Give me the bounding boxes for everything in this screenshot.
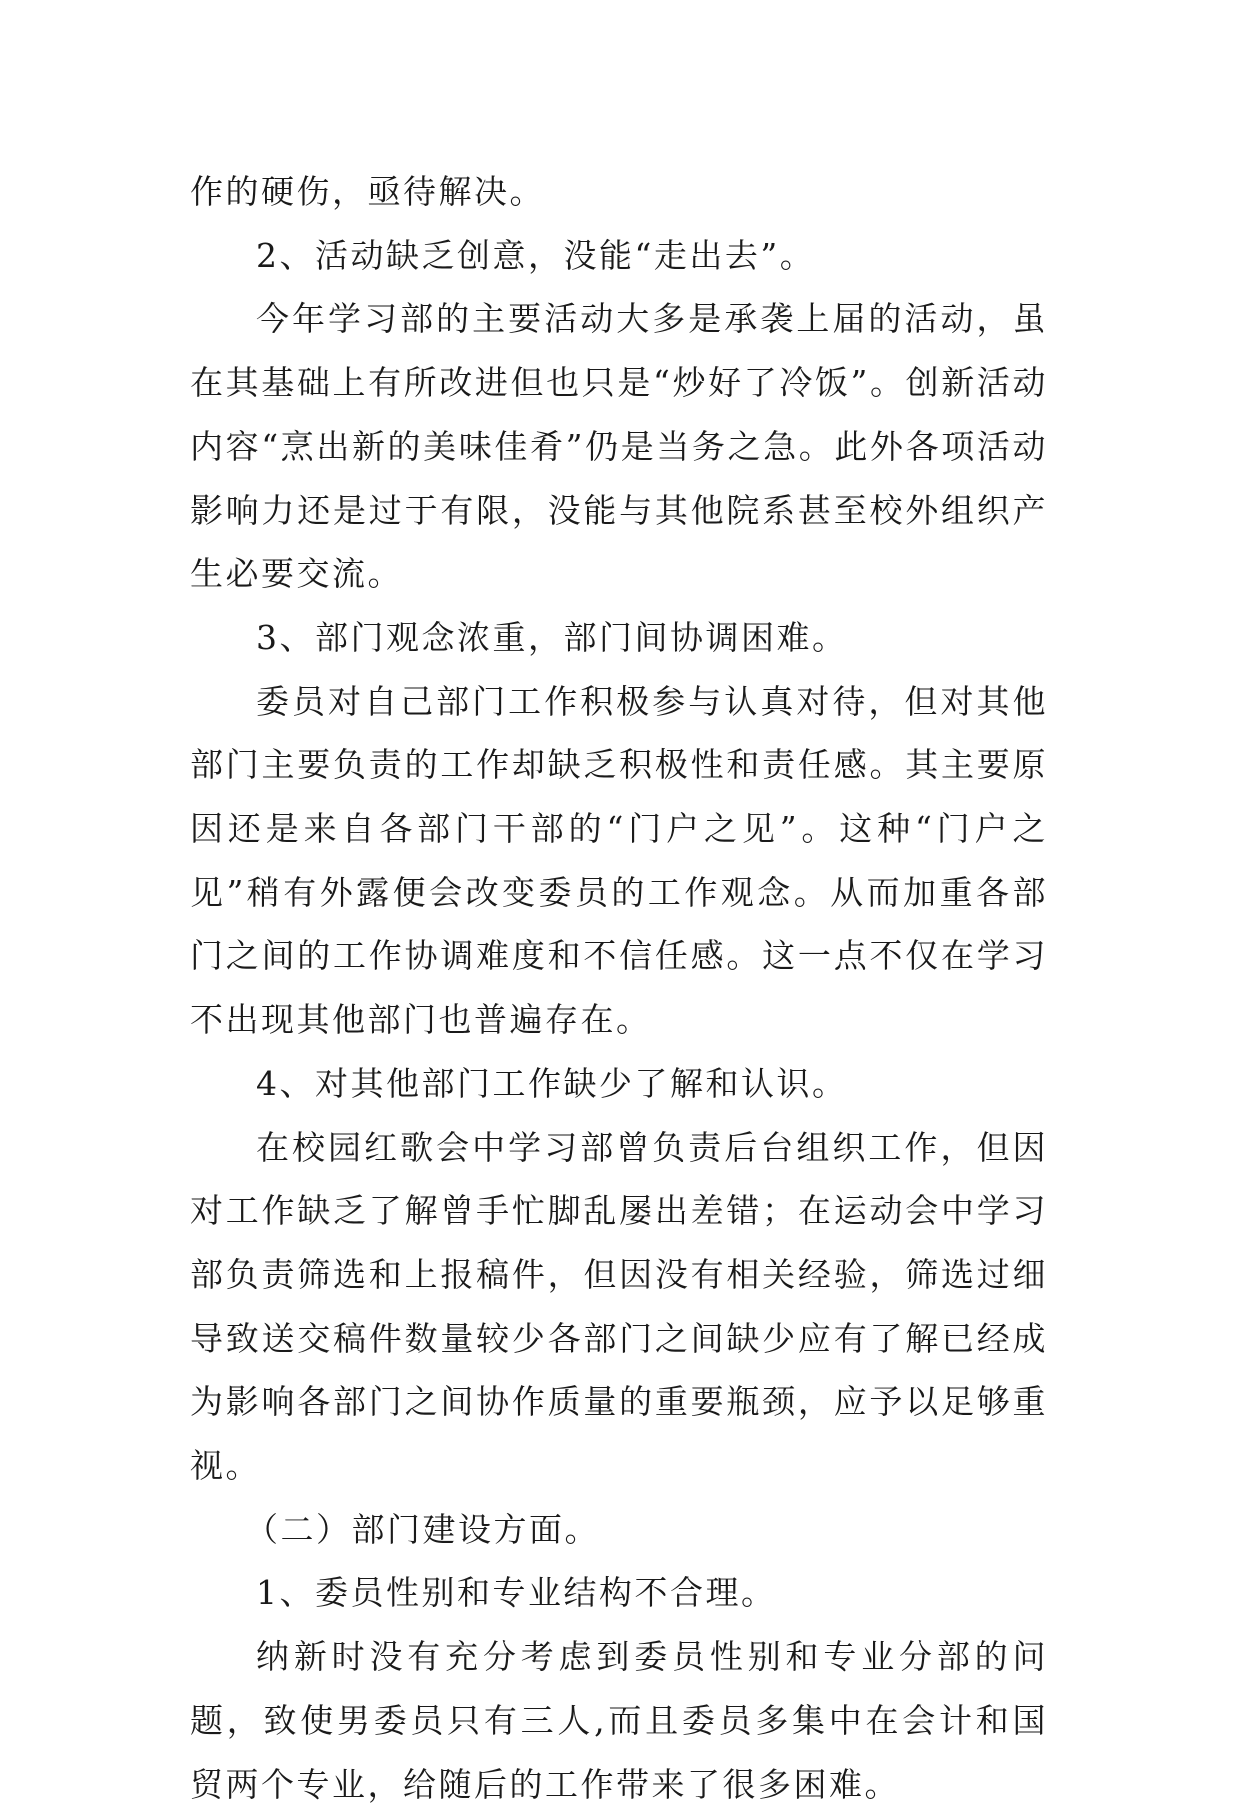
heading-item-4: 4、对其他部门工作缺少了解和认识。 (256, 1063, 848, 1103)
paragraph-activities: 今年学习部的主要活动大多是承袭上届的活动，虽在其基础上有所改进但也只是“炒好了冷饭”。创新活动内容“烹出新的美味佳肴”仍是当务之急。此外各项活动影响力还是过于有限，没能与其他院系甚至校外组织产生必要交流。 (190, 299, 1048, 594)
document-body (190, 160, 1048, 1816)
heading-item-2: 2、活动缺乏创意，没能“走出去”。 (256, 235, 816, 275)
paragraph-department-concept: 委员对自己部门工作积极参与认真对待，但对其他部门主要负责的工作却缺乏积极性和责任感。其主要原因还是来自各部门干部的“门户之见”。这种“门户之见”稍有外露便会改变委员的工作观念。从而加重各部门之间的工作协调难度和不信任感。这一点不仅在学习不出现其他部门也普遍存在。 (190, 681, 1048, 1040)
paragraph-continuation: 作的硬伤，亟待解决。 (190, 172, 545, 211)
heading-item-1: 1、委员性别和专业结构不合理。 (256, 1573, 777, 1613)
paragraph-recruitment: 纳新时没有充分考虑到委员性别和专业分部的问题，致使男委员只有三人,而且委员多集中在会计和国贸两个专业，给随后的工作带来了很多困难。 (190, 1637, 1048, 1804)
paragraph-cooperation: 在校园红歌会中学习部曾负责后台组织工作，但因对工作缺乏了解曾手忙脚乱屡出差错；在运动会中学习部负责筛选和上报稿件，但因没有相关经验，筛选过细导致送交稿件数量较少各部门之间缺少应有了解已经成为影响各部门之间协作质量的重要瓶颈，应予以足够重视。 (190, 1127, 1048, 1486)
section-heading-department-building: （二）部门建设方面。 (245, 1509, 600, 1549)
heading-item-3: 3、部门观念浓重，部门间协调困难。 (256, 617, 848, 657)
